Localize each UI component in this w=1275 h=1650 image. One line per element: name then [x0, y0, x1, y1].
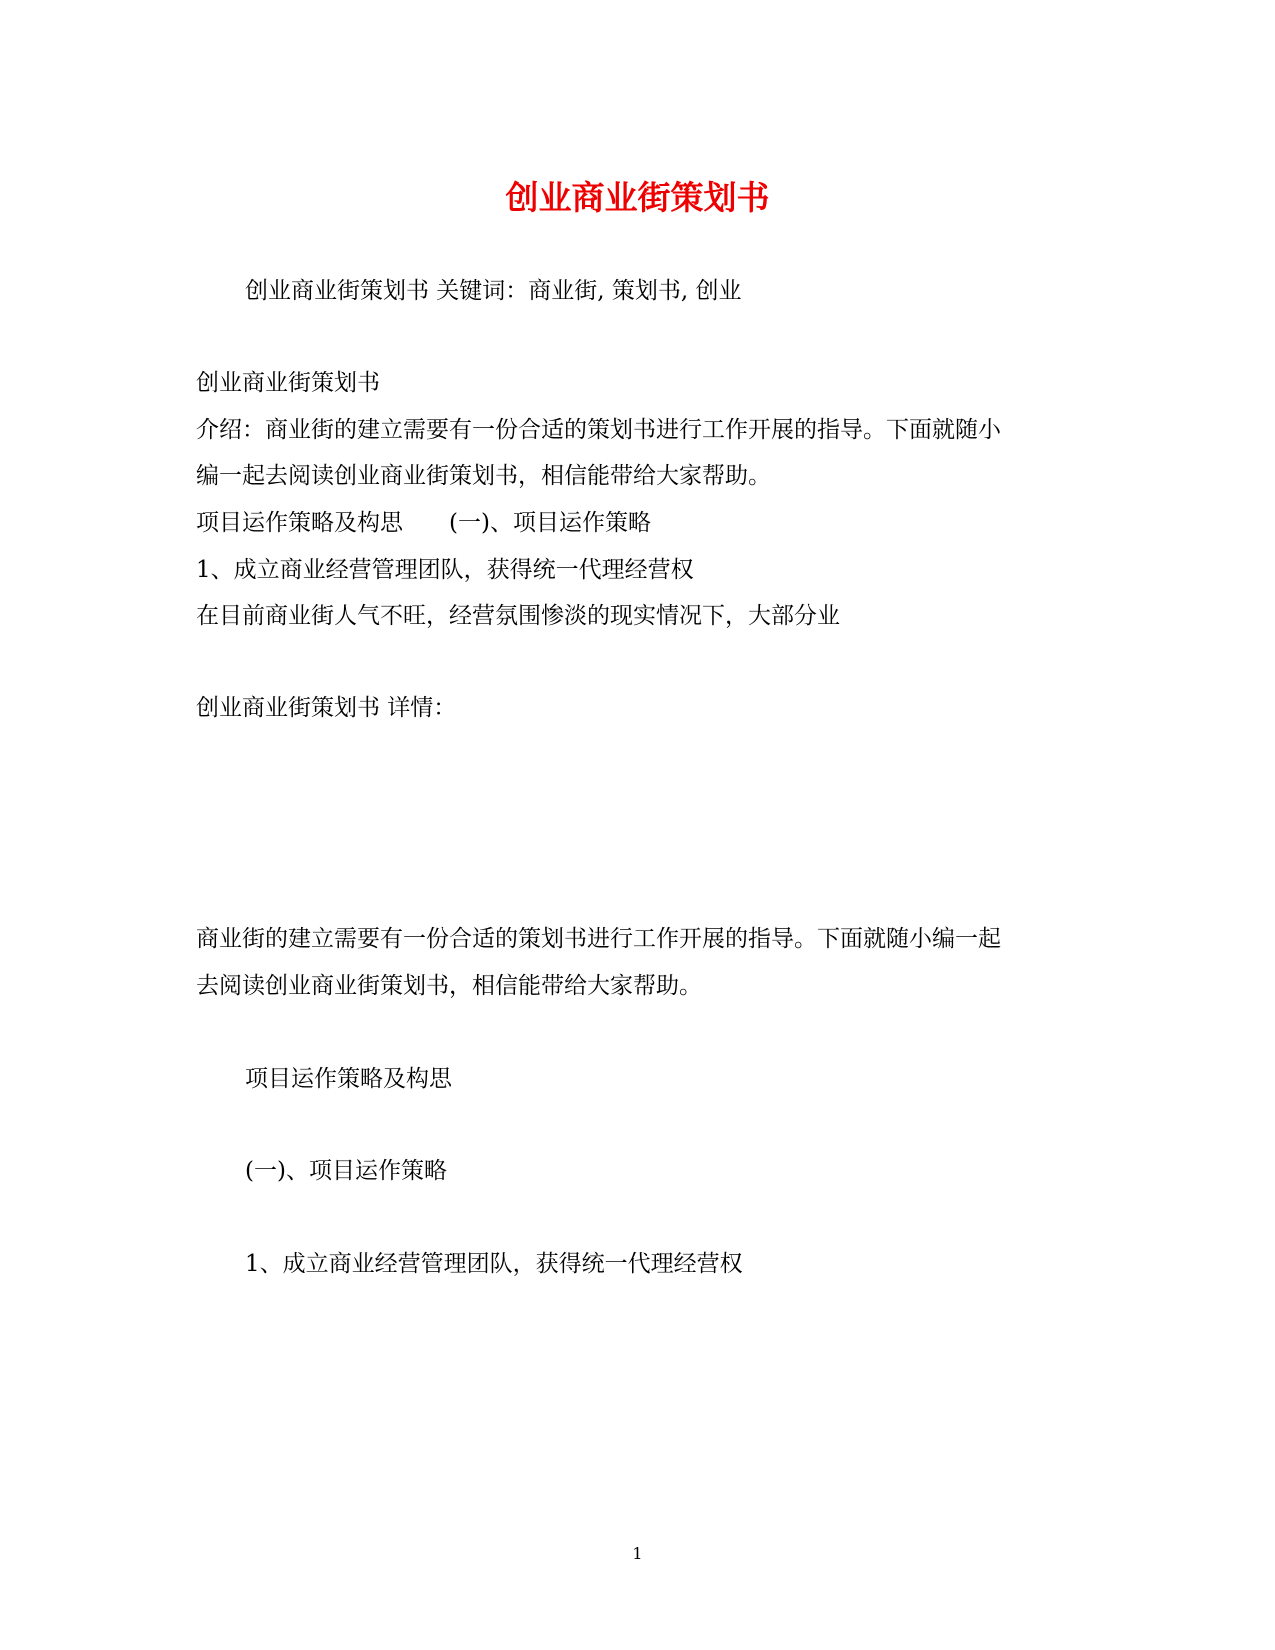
document-title: 创业商业街策划书 [505, 178, 770, 217]
body-paragraph-line-2: 去阅读创业商业街策划书，相信能带给大家帮助。 [196, 973, 702, 999]
summary-item-1: 1、成立商业经营管理团队，获得统一代理经营权 [196, 557, 694, 583]
body-paragraph-line-1: 商业街的建立需要有一份合适的策划书进行工作开展的指导。下面就随小编一起 [196, 926, 1001, 952]
details-label: 创业商业街策划书 详情： [196, 695, 457, 721]
summary-strategy-subheading: (一)、项目运作策略 [449, 510, 651, 536]
body-item-1: 1、成立商业经营管理团队，获得统一代理经营权 [245, 1251, 743, 1277]
summary-heading: 创业商业街策划书 [196, 370, 380, 396]
keywords-line: 创业商业街策划书 关键词：商业街, 策划书, 创业 [245, 278, 742, 304]
summary-intro-line-2: 编一起去阅读创业商业街策划书，相信能带给大家帮助。 [196, 463, 771, 489]
summary-intro-line-1: 介绍：商业街的建立需要有一份合适的策划书进行工作开展的指导。下面就随小 [196, 417, 1001, 443]
summary-strategy-line [196, 507, 651, 539]
body-heading-1: 项目运作策略及构思 [245, 1066, 452, 1092]
summary-strategy-heading: 项目运作策略及构思 [196, 510, 403, 536]
summary-excerpt: 在目前商业街人气不旺，经营氛围惨淡的现实情况下，大部分业 [196, 603, 840, 629]
page-number: 1 [632, 1544, 643, 1563]
body-heading-2: (一)、项目运作策略 [245, 1158, 447, 1184]
